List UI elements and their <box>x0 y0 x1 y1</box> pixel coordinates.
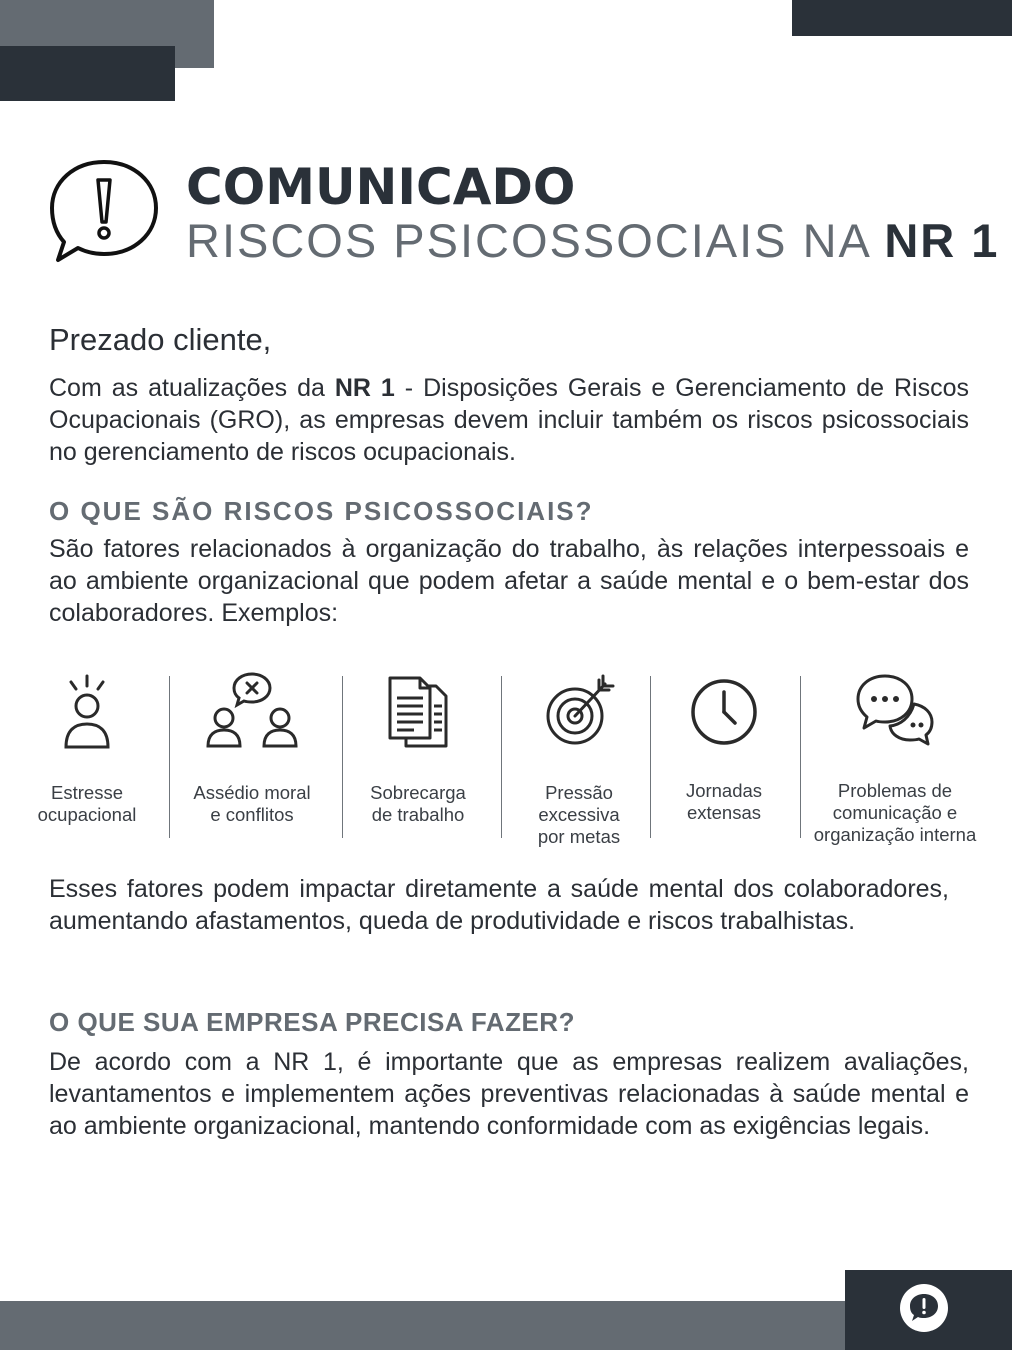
documents-icon <box>386 670 450 750</box>
clock-icon <box>688 670 760 750</box>
example-label: Assédio moral e conflitos <box>193 782 311 825</box>
divider <box>342 676 343 838</box>
target-icon <box>541 670 617 750</box>
example-item-communication <box>804 670 986 845</box>
examples-row <box>0 670 1012 845</box>
greeting: Prezado cliente, <box>49 322 272 357</box>
speech-bubble-exclamation-icon <box>48 158 160 264</box>
example-label: Estresse ocupacional <box>37 782 137 825</box>
page-subtitle: RISCOS PSICOSSOCIAIS NA NR 1 <box>186 214 1000 267</box>
divider <box>169 676 170 838</box>
section-heading-what-to-do: O QUE SUA EMPRESA PRECISA FAZER? <box>49 1007 575 1037</box>
example-item-overload <box>354 670 482 845</box>
example-label: Pressão excessiva por metas <box>537 782 621 847</box>
divider <box>650 676 651 838</box>
example-item-stress <box>22 670 152 845</box>
example-label: Sobrecarga de trabalho <box>370 782 466 825</box>
section-heading-psychosocial-risks: O QUE SÃO RISCOS PSICOSSOCIAIS? <box>49 496 594 526</box>
example-label: Problemas de comunicação e organização interna <box>813 780 977 845</box>
intro-paragraph: Com as atualizações da NR 1 - Disposições Gerais e Gerenciamento de Riscos Ocupacionais (GRO), as empresas devem incluir também os riscos psicossociais no gerenciamento de riscos ocupacionais. <box>49 374 969 466</box>
section-text-what-to-do: De acordo com a NR 1, é importante que as empresas realizem avaliações, levantamentos e implementem ações preventivas relacionadas à saúde mental e ao ambiente organizacional, mantendo conformidade com as exigências legais. <box>49 1048 969 1140</box>
divider <box>501 676 502 838</box>
divider <box>800 676 801 838</box>
chat-bubbles-icon <box>855 670 935 750</box>
impact-paragraph: Esses fatores podem impactar diretamente a saúde mental dos colaboradores, aumentando afastamentos, queda de produtividade e riscos trabalhistas. <box>49 875 949 935</box>
exclamation-badge-icon <box>900 1284 948 1332</box>
section-text-psychosocial-risks: São fatores relacionados à organização do trabalho, às relações interpessoais e ao ambiente organizacional que podem afetar a saúde mental e o bem-estar dos colaboradores. Exemplos: <box>49 535 969 627</box>
example-item-goal-pressure <box>514 670 644 845</box>
top-right-decoration <box>792 0 1012 36</box>
example-item-long-hours <box>662 670 786 845</box>
footer-bar <box>0 1301 845 1350</box>
stressed-person-icon <box>57 670 117 750</box>
page-title: COMUNICADO <box>186 158 576 216</box>
corner-decoration-dark <box>0 46 175 101</box>
conflict-people-icon <box>204 670 300 750</box>
example-item-harassment <box>182 670 322 845</box>
example-label: Jornadas extensas <box>685 780 763 823</box>
